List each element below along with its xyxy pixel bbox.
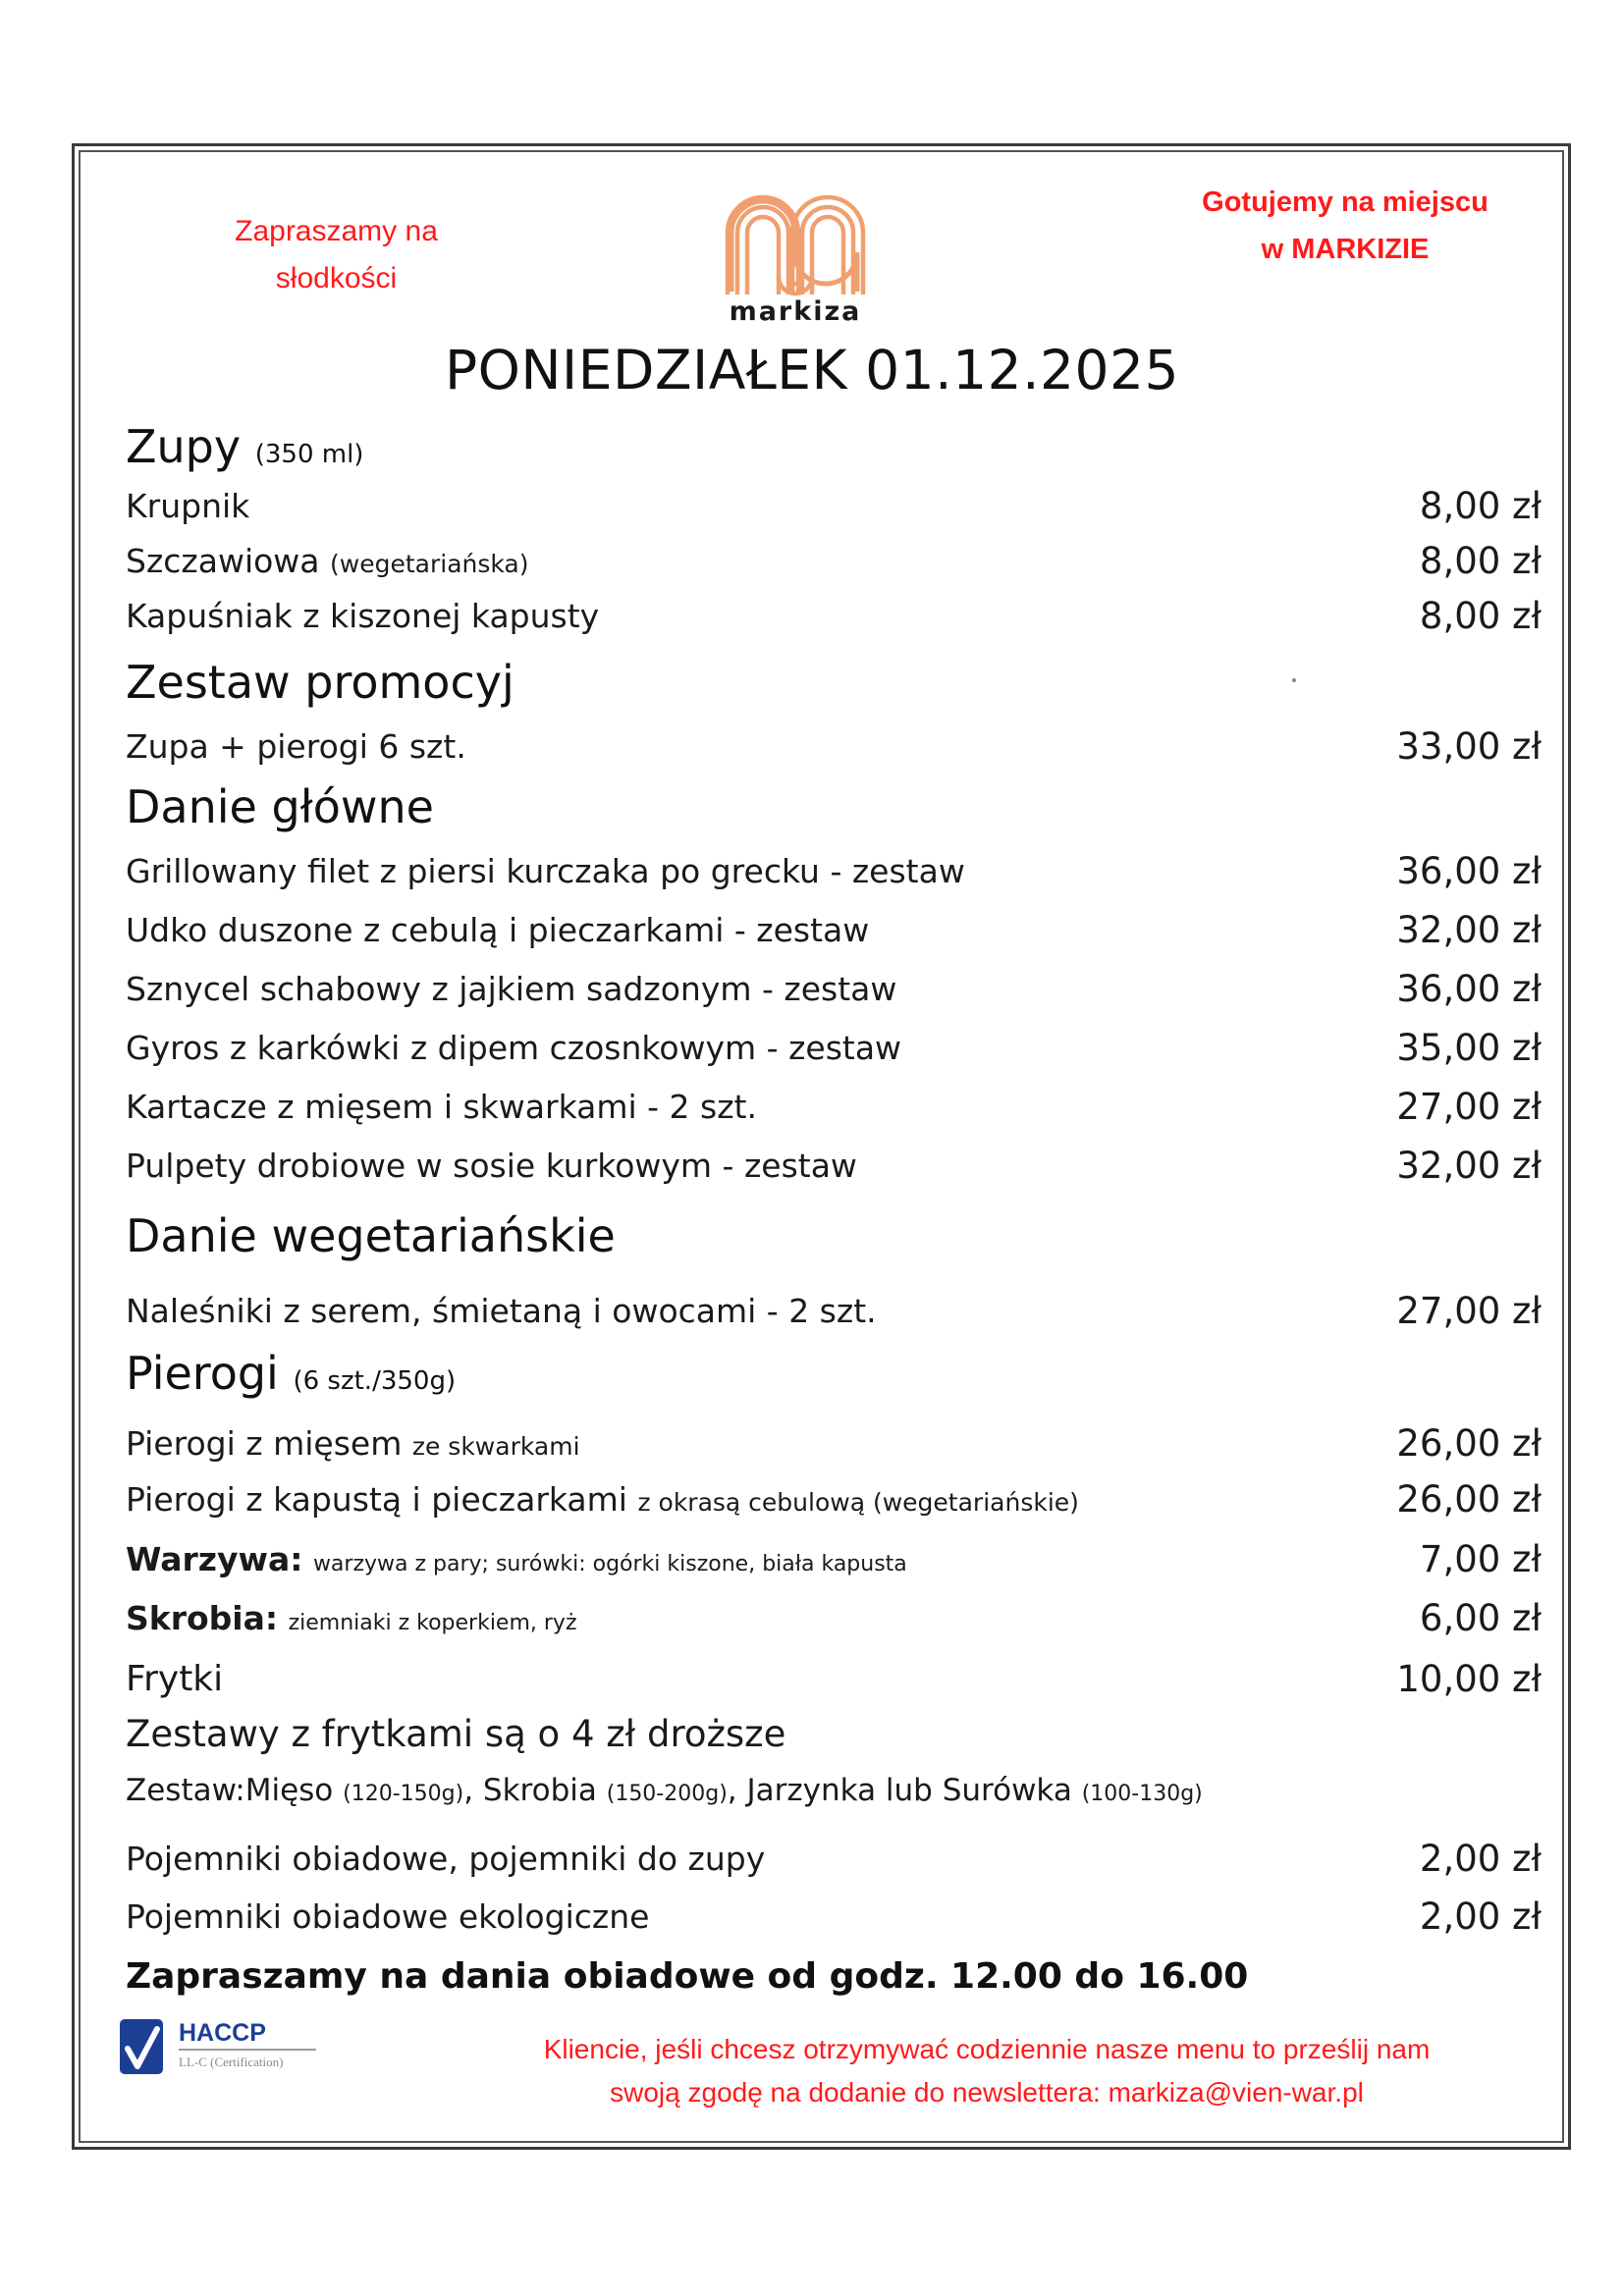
item-price: 26,00 zł (1396, 1477, 1542, 1521)
item-name: Pojemniki obiadowe, pojemniki do zupy (126, 1839, 766, 1878)
item-price: 2,00 zł (1419, 1895, 1542, 1938)
sweets-invitation-line-1: Zapraszamy na (235, 215, 438, 247)
section-heading-main-dishes (126, 780, 434, 833)
section-heading-vegetarian (126, 1209, 616, 1262)
haccp-divider (179, 2049, 316, 2051)
menu-item-container (126, 1834, 1542, 1883)
section-title: Danie główne (126, 780, 434, 833)
haccp-subtitle: LL-C (Certification) (179, 2055, 284, 2069)
menu-item-vegetables (126, 1534, 1542, 1583)
markiza-logo (712, 188, 879, 336)
menu-item (126, 536, 1542, 585)
menu-item (126, 481, 1542, 530)
markiza-m-icon (722, 188, 869, 296)
item-price: 27,00 zł (1396, 1085, 1542, 1128)
menu-item (126, 721, 1542, 771)
set-part-name: Skrobia (482, 1773, 597, 1808)
section-heading-zupy (126, 420, 363, 473)
set-separator: , (727, 1773, 737, 1808)
item-price: 6,00 zł (1419, 1596, 1542, 1639)
set-part-name: Jarzynka lub Surówka (746, 1773, 1072, 1808)
fries-surcharge-note: Zestawy z frytkami są o 4 zł droższe (126, 1713, 786, 1755)
section-note: (350 ml) (254, 440, 364, 469)
menu-item-container (126, 1892, 1542, 1941)
section-title: Zestaw promocyj (126, 656, 514, 709)
item-label: Warzywa: (126, 1539, 303, 1578)
section-note: (6 szt./350g) (293, 1366, 457, 1396)
item-name: Pojemniki obiadowe ekologiczne (126, 1896, 650, 1936)
item-name-wrap (126, 1424, 580, 1463)
newsletter-line-2: swoją zgodę na dodanie do newslettera: markiza@vien-war.pl (610, 2077, 1364, 2108)
scan-artifact-dot (1292, 678, 1296, 682)
set-part-weight: (100-130g) (1081, 1782, 1203, 1806)
section-title: Zupy (126, 420, 242, 473)
item-price: 8,00 zł (1419, 539, 1542, 582)
item-price: 2,00 zł (1419, 1837, 1542, 1880)
item-name: Gyros z karkówki z dipem czosnkowym - zestaw (126, 1028, 902, 1067)
cooking-onsite-line-1: Gotujemy na miejscu (1202, 187, 1489, 218)
haccp-check-icon (120, 2019, 163, 2074)
item-name: Grillowany filet z piersi kurczaka po grecku - zestaw (126, 851, 965, 890)
page-title: PONIEDZIAŁEK 01.12.2025 (444, 339, 1180, 401)
set-composition (126, 1773, 1203, 1808)
item-name: Krupnik (126, 486, 250, 525)
menu-item (126, 1418, 1542, 1468)
menu-item (126, 1474, 1542, 1523)
item-name: Pierogi z mięsem (126, 1423, 403, 1463)
item-price: 32,00 zł (1396, 1144, 1542, 1187)
menu-item (126, 1141, 1542, 1190)
menu-item-starch (126, 1593, 1542, 1642)
item-name: Szczawiowa (126, 541, 320, 580)
item-price: 8,00 zł (1419, 594, 1542, 637)
item-note: ze skwarkami (411, 1431, 580, 1461)
item-name-wrap (126, 1480, 1079, 1519)
sweets-invitation (196, 208, 476, 302)
item-price: 10,00 zł (1396, 1657, 1542, 1700)
item-price: 36,00 zł (1396, 967, 1542, 1010)
section-heading-pierogi (126, 1347, 456, 1400)
menu-item-fries (126, 1654, 1542, 1703)
item-name: Kartacze z mięsem i skwarkami - 2 szt. (126, 1087, 757, 1126)
item-price: 8,00 zł (1419, 484, 1542, 527)
item-price: 27,00 zł (1396, 1289, 1542, 1332)
logo-wordmark: markiza (729, 296, 862, 327)
menu-item (126, 964, 1542, 1013)
item-name: Kapuśniak z kiszonej kapusty (126, 596, 600, 635)
haccp-label: HACCP (179, 2019, 266, 2047)
haccp-badge (120, 2019, 316, 2078)
menu-item (126, 1082, 1542, 1131)
item-name-wrap (126, 1540, 907, 1578)
cooking-onsite-line-2: w MARKIZIE (1261, 234, 1430, 265)
menu-item (126, 1286, 1542, 1335)
item-name: Pulpety drobiowe w sosie kurkowym - zestaw (126, 1146, 857, 1185)
menu-item (126, 846, 1542, 895)
item-name: Udko duszone z cebulą i pieczarkami - zestaw (126, 910, 870, 949)
set-separator: , (463, 1773, 474, 1808)
item-price: 36,00 zł (1396, 849, 1542, 892)
item-name-wrap (126, 1599, 577, 1637)
menu-item (126, 591, 1542, 640)
item-name: Zupa + pierogi 6 szt. (126, 726, 466, 766)
item-note: ziemniaki z koperkiem, ryż (288, 1610, 577, 1635)
newsletter-invitation (422, 2028, 1551, 2114)
item-price: 7,00 zł (1419, 1537, 1542, 1580)
sweets-invitation-line-2: słodkości (275, 262, 398, 294)
set-prefix: Zestaw: (126, 1773, 245, 1808)
item-name: Frytki (126, 1658, 224, 1699)
section-title: Pierogi (126, 1347, 279, 1400)
menu-item (126, 1023, 1542, 1072)
newsletter-line-1: Kliencie, jeśli chcesz otrzymywać codziennie nasze menu to prześlij nam (543, 2034, 1431, 2064)
item-price: 26,00 zł (1396, 1421, 1542, 1465)
item-note: warzywa z pary; surówki: ogórki kiszone, biała kapusta (312, 1551, 907, 1576)
item-price: 35,00 zł (1396, 1026, 1542, 1069)
section-title: Danie wegetariańskie (126, 1209, 616, 1262)
cooking-onsite-note (1149, 179, 1542, 273)
item-price: 33,00 zł (1396, 724, 1542, 768)
section-heading-promo (126, 656, 514, 709)
set-part-weight: (120-150g) (343, 1782, 464, 1806)
item-label: Skrobia: (126, 1598, 279, 1637)
opening-hours: Zapraszamy na dania obiadowe od godz. 12.00 do 16.00 (126, 1956, 1249, 1997)
item-note: (wegetariańska) (330, 549, 529, 578)
item-price: 32,00 zł (1396, 908, 1542, 951)
set-part-name: Mięso (244, 1773, 334, 1808)
menu-item (126, 905, 1542, 954)
item-name-wrap (126, 542, 529, 580)
set-part-weight: (150-200g) (606, 1782, 728, 1806)
item-name: Naleśniki z serem, śmietaną i owocami - 2 szt. (126, 1291, 877, 1330)
item-name: Pierogi z kapustą i pieczarkami (126, 1479, 627, 1519)
item-note: z okrasą cebulową (wegetariańskie) (637, 1487, 1079, 1517)
item-name: Sznycel schabowy z jajkiem sadzonym - zestaw (126, 969, 897, 1008)
